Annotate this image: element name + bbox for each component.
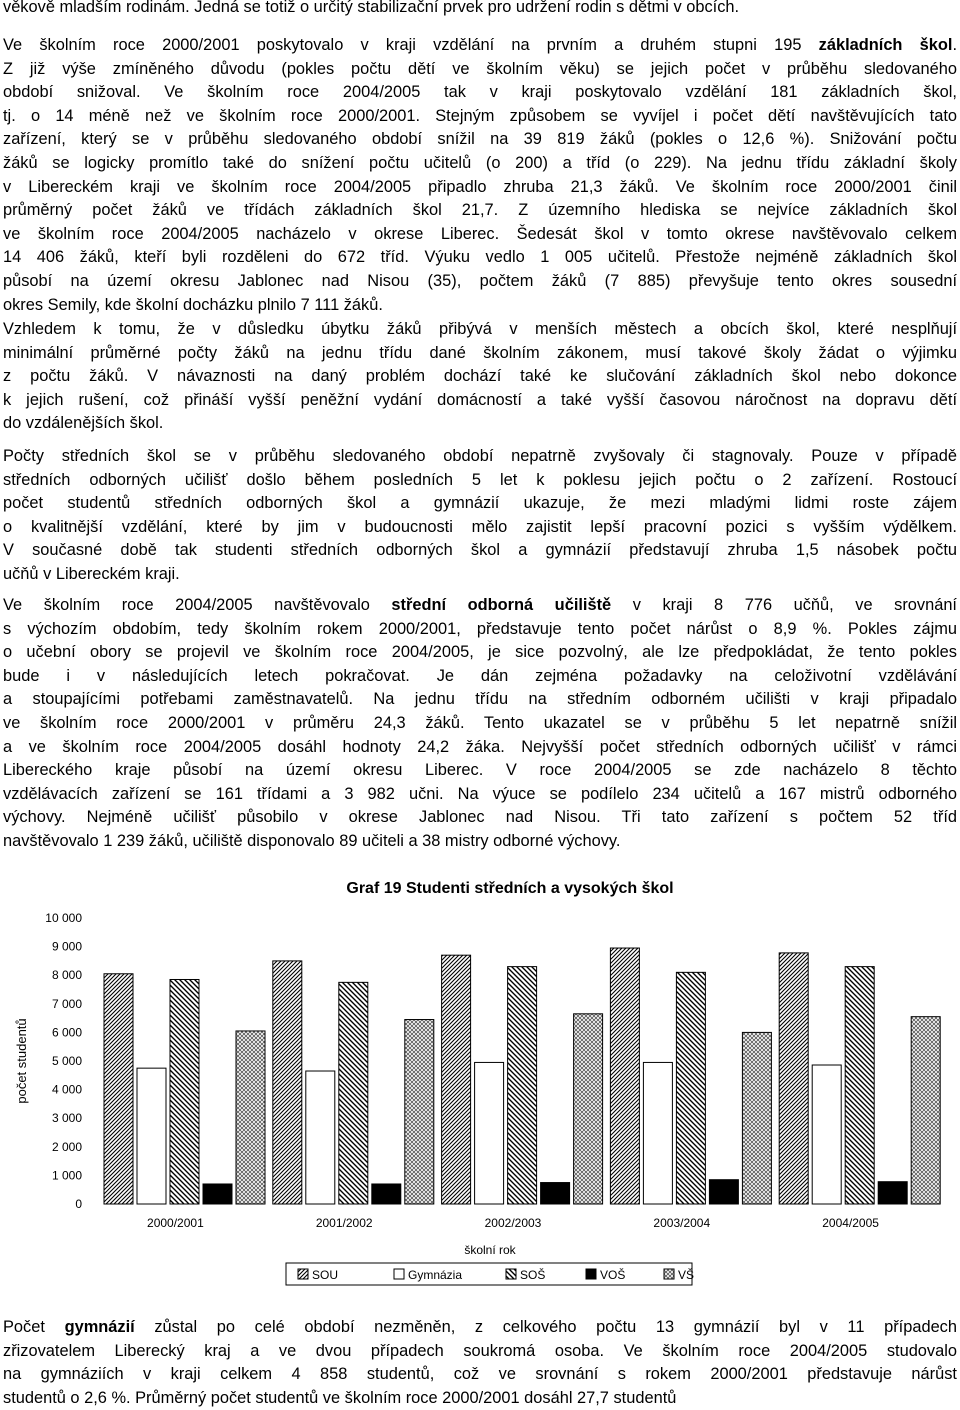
text-line: výchovy. Nejméně učilišť působilo v okrese Jablonec nad Nisou. Tři tato zařízení s počtem 52 tříd <box>3 808 957 827</box>
text-line: Vzhledem k tomu, že v důsledku úbytku žáků přibývá v menších městech a obcích škol, které nesplňují <box>3 320 957 338</box>
bar-voš <box>541 1183 570 1204</box>
text-line: průměrný počet žáků ve třídách základních škol 21,7. Z územního hlediska se nejvíce základních škol <box>3 201 957 220</box>
text-line: z počtu žáků. V návaznosti na daný problém dochází také ke slučování základních škol nebo dokonce <box>3 367 957 386</box>
text-line: s výchozím obdobím, tedy školním rokem 2000/2001, představuje tento počet nárůst o 8,9 %. Pokles zájmu <box>3 619 957 638</box>
legend-label-soš: SOŠ <box>520 1268 546 1282</box>
text-line: 14 406 žáků, kteří byli rozděleni do 672 tříd. Výuku vedlo 1 005 učitelů. Přestože nejméně základních škol <box>3 248 957 267</box>
text-line: vzdělávacích zařízení se 161 třídami a 3 982 učni. Na výuce se podílelo 234 učitelů a 167 mistrů odborného <box>3 784 957 803</box>
paragraph-grammar-schools <box>3 1316 957 1410</box>
bar-vš <box>574 1014 603 1204</box>
bar-soš <box>845 967 874 1204</box>
bar-sou <box>273 961 302 1204</box>
y-tick-label: 8 000 <box>51 968 82 983</box>
y-tick-label: 10 000 <box>45 911 82 925</box>
bar-sou <box>442 955 471 1204</box>
y-tick-label: 5 000 <box>51 1054 82 1068</box>
bar-soš <box>508 967 537 1204</box>
chart-container <box>0 870 960 1300</box>
text-line: v Libereckém kraji ve školním roce 2004/2005 připadlo zhruba 21,3 žáků. Ve školním roce 2000/2001 činil <box>3 177 957 196</box>
x-tick-label: 2004/2005 <box>822 1216 879 1230</box>
legend-swatch-voš <box>586 1269 596 1279</box>
text-line: a ve školním roce 2004/2005 dosáhl hodnoty 24,2 žáka. Nejvyšší počet středních odborných učilišť v rámci <box>3 737 957 756</box>
text-line: o učební obory se projevil ve školním roce 2004/2005, je sice pozvolný, ale lze předpokládat, že tento pokles <box>3 643 957 662</box>
x-tick-label: 2001/2002 <box>315 1216 373 1230</box>
text-line: Počty středních škol se v průběhu sledovaného období nepatrně zvyšovaly či stagnovaly. Pouze v případě <box>3 447 957 465</box>
y-tick-label: 2 000 <box>51 1139 82 1154</box>
bar-soš <box>170 979 199 1204</box>
bar-soš <box>339 982 368 1204</box>
bar-gymnázia <box>475 1062 504 1204</box>
text-line: žáků se logicky promítlo také do snížení počtu učitelů (o 200) a tříd (o 229). Na jednu třídu základní školy <box>3 153 957 172</box>
text-line: o kvalitnější vzdělání, které by jim v budoucnosti mělo zajistit lepší pracovní pozici s vyšším výdělkem. <box>3 517 957 536</box>
legend-swatch-vš <box>664 1269 674 1279</box>
text-line: Ve školním roce 2004/2005 navštěvovalo střední odborná učiliště v kraji 8 776 učňů, ve srovnání <box>3 596 957 614</box>
legend-label-gymnázia: Gymnázia <box>408 1268 463 1282</box>
bar-soš <box>676 972 705 1204</box>
text-line: počet studentů středních odborných škol a gymnázií ukazuje, že mezi mladými lidmi roste zájem <box>3 494 957 513</box>
y-tick-label: 4 000 <box>51 1082 82 1097</box>
bar-vš <box>911 1017 940 1204</box>
legend-swatch-gymnázia <box>394 1269 404 1279</box>
text-line: Z již výše zmíněného důvodu (pokles počtu dětí ve školním věku) se jejich počet v průběhu sledovaného <box>3 59 957 78</box>
legend-label-voš: VOŠ <box>600 1268 626 1282</box>
text-line: do vzdálenějších škol. <box>3 414 164 433</box>
text-line: ve školním roce 2000/2001 v průměru 24,3 žáků. Tento ukazatel se v průběhu 5 let nepatrně snížil <box>3 713 957 732</box>
x-tick-label: 2003/2004 <box>653 1216 711 1230</box>
text-line: ve školním roce 2004/2005 nacházelo v okrese Liberec. Šedesát škol v tomto okrese navštěvovalo celkem <box>3 224 957 243</box>
bar-sou <box>104 974 133 1204</box>
text-line: studentů o 2,6 %. Průměrný počet studentů ve školním roce 2000/2001 dosáhl 27,7 studentů <box>3 1388 677 1407</box>
bar-voš <box>709 1180 738 1204</box>
text-line: Libereckého kraje působí na území okresu Liberec. V roce 2004/2005 se zde nacházelo 8 těchto <box>3 761 957 780</box>
bar-sou <box>779 953 808 1204</box>
y-tick-label: 7 000 <box>51 996 82 1011</box>
text-line: na gymnáziích v kraji celkem 4 858 studentů, což ve srovnání s rokem 2000/2001 představuje nárůst <box>3 1365 957 1384</box>
text-line: zařízení, který se v průběhu sledovaného období snížil na 39 819 žáků (pokles o 12,6 %). Snižování počtu <box>3 130 957 149</box>
y-tick-label: 6 000 <box>51 1025 82 1040</box>
legend-label-sou: SOU <box>312 1268 339 1282</box>
bar-chart <box>0 870 960 1300</box>
legend-swatch-soš <box>506 1269 516 1279</box>
bar-gymnázia <box>137 1068 166 1204</box>
text-line: zřizovatelem Liberecký kraj a ve dvou případech soukromá osoba. Ve školním roce 2004/2005 studovalo <box>3 1341 957 1360</box>
text-line: bude i v následujících letech pokračovat. Je dán zejména požadavky na celoživotní vzdělávání <box>3 666 957 685</box>
text-line: navštěvovalo 1 239 žáků, učiliště disponovalo 89 učiteli a 38 mistry odborné výchovy. <box>3 831 621 850</box>
text-line: V současné době tak studenti středních odborných škol a gymnázií představují zhruba 1,5 násobek počtu <box>3 541 957 560</box>
text-line: období snižoval. Ve školním roce 2004/2005 tak v kraji poskytovalo vzdělání 181 základních škol, <box>3 83 957 102</box>
legend-label-vš: VŠ <box>678 1268 695 1282</box>
paragraph-school-exemptions <box>3 318 957 436</box>
legend-box <box>286 1263 695 1285</box>
paragraph-secondary-schools <box>3 445 957 587</box>
bar-voš <box>878 1182 907 1204</box>
legend-swatch-sou <box>298 1269 308 1279</box>
text-line: a stoupajícími potřebami zaměstnavatelů. Na jednu třídu na středním odborném učilišti v kraji připadalo <box>3 690 957 709</box>
x-tick-label: 2000/2001 <box>147 1216 204 1230</box>
chart-title: Graf 19 Studenti středních a vysokých škol <box>346 880 674 897</box>
y-tick-label: 9 000 <box>51 939 82 954</box>
bar-voš <box>203 1184 232 1204</box>
bar-vš <box>405 1020 434 1204</box>
text-line: Ve školním roce 2000/2001 poskytovalo v kraji vzdělání na prvním a druhém stupni 195 základních škol. <box>3 36 957 54</box>
text-line: Počet gymnázií zůstal po celé období nezměněn, z celkového počtu 13 gymnázií byl v 11 případech <box>3 1318 957 1336</box>
y-tick-label: 1 000 <box>51 1168 82 1183</box>
paragraph-intro-fragment <box>3 0 957 20</box>
y-tick-label: 3 000 <box>51 1111 82 1126</box>
text-line: věkově mladším rodinám. Jedná se totiž o určitý stabilizační prvek pro udržení rodin s dětmi v obcích. <box>3 0 740 16</box>
text-line: tj. o 14 méně než ve školním roce 2000/2001. Stejným způsobem se vyvíjel i počet dětí navštěvujících tato <box>3 106 957 125</box>
text-line: k jejich rušení, což přináší vyšší peněžní vydání domácností a také vyšší časovou náročnost na dopravu dětí <box>3 390 957 409</box>
bar-sou <box>610 948 639 1204</box>
bar-gymnázia <box>812 1065 841 1204</box>
bar-vš <box>742 1032 771 1204</box>
paragraph-elementary-schools <box>3 34 957 317</box>
bar-voš <box>372 1184 401 1204</box>
y-tick-label: 0 <box>75 1197 82 1211</box>
text-line: působí na území okresu Jablonec nad Nisou (35), počtem žáků (7 885) převyšuje tento okres sousední <box>3 271 957 290</box>
y-axis-label: počet studentů <box>14 1018 29 1104</box>
bar-gymnázia <box>643 1062 672 1204</box>
bar-gymnázia <box>306 1071 335 1204</box>
text-line: okres Semily, kde školní docházku plnilo 7 111 žáků. <box>3 295 383 314</box>
paragraph-vocational-schools <box>3 594 957 854</box>
text-line: minimální průměrné počty žáků na jednu třídu dané školním zákonem, musí takové školy žádat o výjimku <box>3 343 957 362</box>
x-tick-label: 2002/2003 <box>484 1216 542 1230</box>
x-axis-label: školní rok <box>464 1243 516 1257</box>
bar-vš <box>236 1031 265 1204</box>
text-line: učňů v Libereckém kraji. <box>3 564 180 583</box>
text-line: středních odborných učilišť došlo během posledních 5 let k poklesu jejich počtu o 2 zařízení. Rostoucí <box>3 470 957 489</box>
